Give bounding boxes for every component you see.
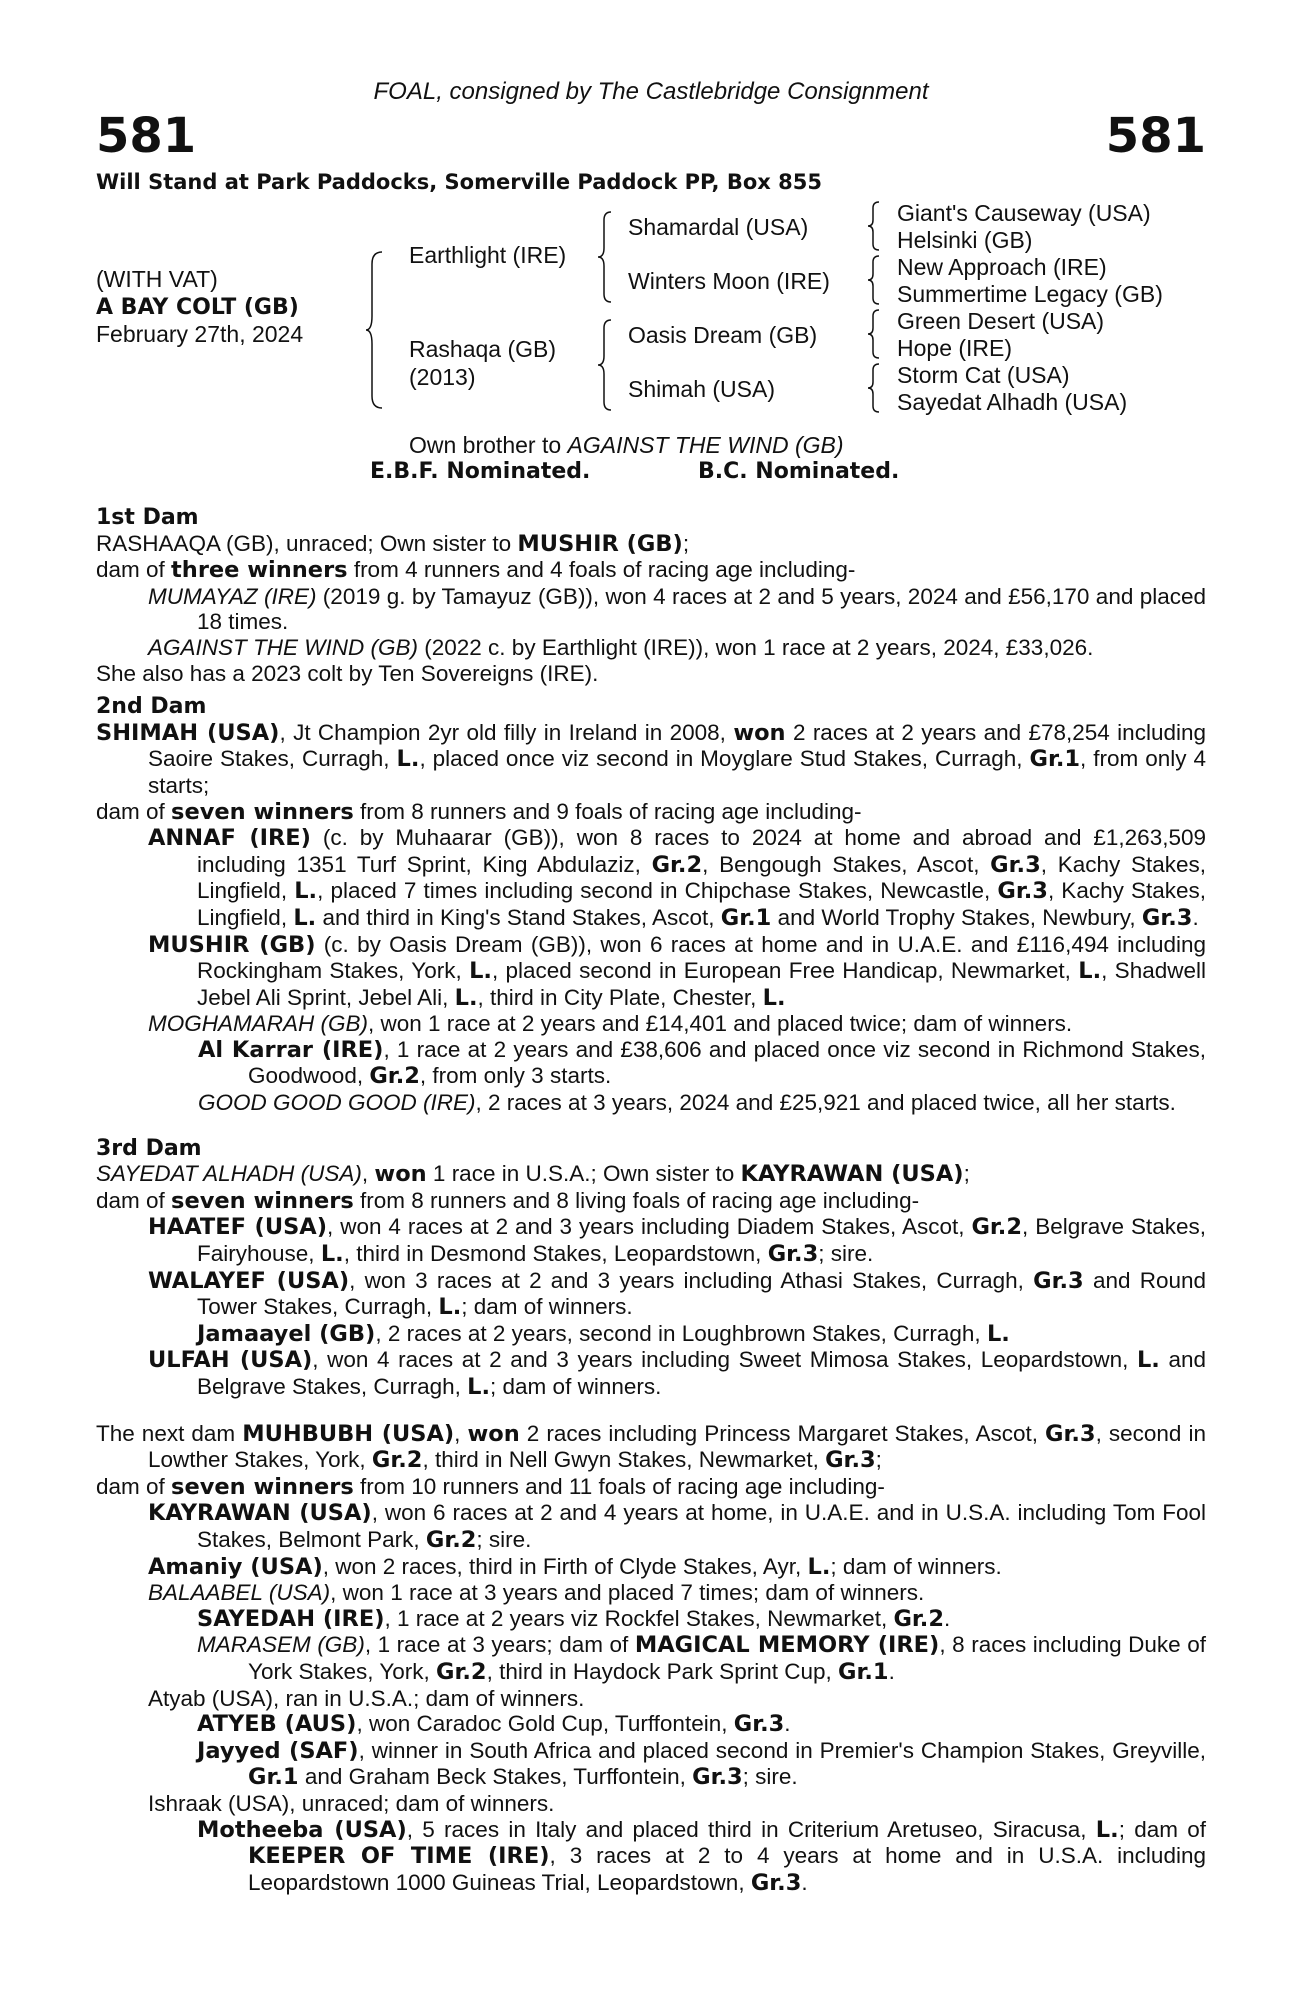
dam-brace: [596, 318, 614, 412]
second-dam-line: SHIMAH (USA), Jt Champion 2yr old filly in Ireland in 2008, won 2 races at 2 years and £78,254 including Saoire Stakes, Curragh, L., placed once viz second in Moyglare Stud Stakes, Curragh, Gr.1, from only 4 starts;: [96, 719, 1207, 798]
grand-produce-entry: SAYEDAH (IRE), 1 race at 2 years viz Rockfel Stakes, Newmarket, Gr.2.: [197, 1605, 951, 1632]
sire-dam: Winters Moon (IRE): [628, 268, 830, 294]
grand-produce-entry: GOOD GOOD GOOD (IRE), 2 races at 3 years, 2024 and £25,921 and placed twice, all her starts.: [198, 1090, 1176, 1116]
dam-name: Rashaqa (GB): [409, 336, 557, 362]
first-dam-line: RASHAAQA (GB), unraced; Own sister to MUSHIR (GB);: [96, 530, 690, 557]
dam-dam: Shimah (USA): [628, 376, 775, 402]
lot-number-right: 581: [1105, 108, 1206, 164]
gen3-brace-4: [866, 362, 882, 414]
produce-entry: Ishraak (USA), unraced; dam of winners.: [148, 1790, 555, 1816]
grand-produce-entry: Jayyed (SAF), winner in South Africa and placed second in Premier's Champion Stakes, Greyville, Gr.1 and Graham Beck Stakes, Turffontein, Gr.3; sire.: [197, 1737, 1206, 1791]
produce-entry: MOGHAMARAH (GB), won 1 race at 2 years and £14,401 and placed twice; dam of winners.: [148, 1011, 1073, 1037]
produce-entry: HAATEF (USA), won 4 races at 2 and 3 years including Diadem Stakes, Ascot, Gr.2, Belgrave Stakes, Fairyhouse, L., third in Desmond Stakes, Leopardstown, Gr.3; sire.: [148, 1214, 1207, 1268]
second-dam-heading: 2nd Dam: [96, 694, 207, 720]
grand-produce-entry: Al Karrar (IRE), 1 race at 2 years and £38,606 and placed once viz second in Richmond Stakes, Goodwood, Gr.2, from only 3 starts.: [198, 1036, 1206, 1090]
consignment-line: FOAL, consigned by The Castlebridge Consignment: [373, 78, 929, 105]
produce-entry: ANNAF (IRE) (c. by Muhaarar (GB)), won 8 races to 2024 at home and abroad and £1,263,509 including 1351 Turf Sprint, King Abdulaziz, Gr.2, Bengough Stakes, Ascot, Gr.3, Kachy Stakes, Lingfield, L., placed 7 times including second in Chipchase Stakes, Newcastle, Gr.3, Kachy Stakes, Lingfield, L. and third in King's Stand Stakes, Ascot, Gr.1 and World Trophy Stakes, Newbury, Gr.3.: [148, 825, 1207, 931]
ancestor-2: Helsinki (GB): [897, 227, 1033, 253]
produce-entry: AGAINST THE WIND (GB) (2022 c. by Earthlight (IRE)), won 1 race at 2 years, 2024, £33,026.: [148, 634, 1094, 660]
produce-entry: Atyab (USA), ran in U.S.A.; dam of winners.: [148, 1685, 585, 1711]
first-dam-heading: 1st Dam: [96, 505, 199, 530]
pedigree-brace-main: [364, 250, 386, 410]
brother-note: Own brother to AGAINST THE WIND (GB): [409, 432, 844, 458]
sire-brace: [596, 210, 614, 304]
ancestor-4: Summertime Legacy (GB): [897, 281, 1163, 307]
ancestor-8: Sayedat Alhadh (USA): [897, 389, 1128, 415]
produce-entry: MUSHIR (GB) (c. by Oasis Dream (GB)), won 6 races at home and in U.A.E. and £116,494 including Rockingham Stakes, York, L., placed second in European Free Handicap, Newmarket, L., Shadwell Jebel Ali Sprint, Jebel Ali, L., third in City Plate, Chester, L.: [148, 931, 1206, 1011]
next-dam-line: The next dam MUHBUBH (USA), won 2 races including Princess Margaret Stakes, Ascot, Gr.3, second in Lowther Stakes, York, Gr.2, third in Nell Gwyn Stakes, Newmarket, Gr.3;: [96, 1420, 1206, 1474]
horse-name: A BAY COLT (GB): [96, 295, 299, 320]
grand-produce-entry: ATYEB (AUS), won Caradoc Gold Cup, Turffontein, Gr.3.: [197, 1711, 791, 1738]
gen3-brace-3: [866, 308, 882, 360]
ancestor-7: Storm Cat (USA): [897, 362, 1070, 388]
grand-produce-entry: Jamaayel (GB), 2 races at 2 years, second in Loughbrown Stakes, Curragh, L.: [197, 1320, 1010, 1347]
produce-entry: Amaniy (USA), won 2 races, third in Firth of Clyde Stakes, Ayr, L.; dam of winners.: [148, 1553, 1002, 1580]
foaling-date: February 27th, 2024: [96, 321, 304, 347]
bc-nomination: B.C. Nominated.: [698, 459, 900, 484]
first-dam-produce-line: dam of three winners from 4 runners and 4 foals of racing age including-: [96, 557, 856, 584]
ancestor-3: New Approach (IRE): [897, 254, 1107, 280]
gen3-brace-1: [866, 200, 882, 252]
sire-sire: Shamardal (USA): [628, 214, 809, 240]
next-dam-produce-line: dam of seven winners from 10 runners and 11 foals of racing age including-: [96, 1473, 885, 1500]
grand-produce-entry: MARASEM (GB), 1 race at 3 years; dam of MAGICAL MEMORY (IRE), 8 races including Duke of York Stakes, York, Gr.2, third in Haydock Park Sprint Cup, Gr.1.: [197, 1632, 1206, 1685]
second-dam-produce-line: dam of seven winners from 8 runners and 9 foals of racing age including-: [96, 798, 862, 825]
ancestor-1: Giant's Causeway (USA): [897, 200, 1151, 226]
produce-entry: MUMAYAZ (IRE) (2019 g. by Tamayuz (GB)), won 4 races at 2 and 5 years, 2024 and £56,170 and placed 18 times.: [148, 583, 1207, 635]
produce-entry: ULFAH (USA), won 4 races at 2 and 3 years including Sweet Mimosa Stakes, Leopardstown, L. and Belgrave Stakes, Curragh, L.; dam of winners.: [148, 1347, 1206, 1400]
lot-number-left: 581: [96, 108, 197, 164]
produce-entry: WALAYEF (USA), won 3 races at 2 and 3 years including Athasi Stakes, Curragh, Gr.3 and Round Tower Stakes, Curragh, L.; dam of winners.: [148, 1267, 1207, 1321]
catalogue-body: [96, 505, 1206, 1896]
ebf-nomination: E.B.F. Nominated.: [370, 459, 591, 484]
dam-year: (2013): [409, 364, 476, 390]
third-dam-line: SAYEDAT ALHADH (USA), won 1 race in U.S.A.; Own sister to KAYRAWAN (USA);: [96, 1161, 970, 1188]
gen3-brace-2: [866, 254, 882, 306]
third-dam-produce-line: dam of seven winners from 8 runners and 8 living foals of racing age including-: [96, 1187, 920, 1214]
ancestor-6: Hope (IRE): [897, 335, 1013, 361]
sire-name: Earthlight (IRE): [409, 242, 567, 268]
third-dam-heading: 3rd Dam: [96, 1135, 202, 1161]
dam-sire: Oasis Dream (GB): [628, 322, 818, 348]
produce-entry: BALAABEL (USA), won 1 race at 3 years and placed 7 times; dam of winners.: [148, 1580, 925, 1606]
grand-produce-entry: Motheeba (USA), 5 races in Italy and placed third in Criterium Aretuseo, Siracusa, L.; dam of KEEPER OF TIME (IRE), 3 races at 2 to 4 years at home and in U.S.A. including Leopardstown 1000 Guineas Trial, Leopardstown, Gr.3.: [197, 1816, 1207, 1896]
vat-label: (WITH VAT): [96, 266, 218, 292]
ancestor-5: Green Desert (USA): [897, 308, 1105, 334]
first-dam-note: She also has a 2023 colt by Ten Sovereigns (IRE).: [96, 660, 599, 686]
produce-entry: KAYRAWAN (USA), won 6 races at 2 and 4 years at home, in U.A.E. and in U.S.A. including Tom Fool Stakes, Belmont Park, Gr.2; sire.: [148, 1500, 1207, 1553]
stand-location: Will Stand at Park Paddocks, Somerville Paddock PP, Box 855: [96, 170, 822, 194]
